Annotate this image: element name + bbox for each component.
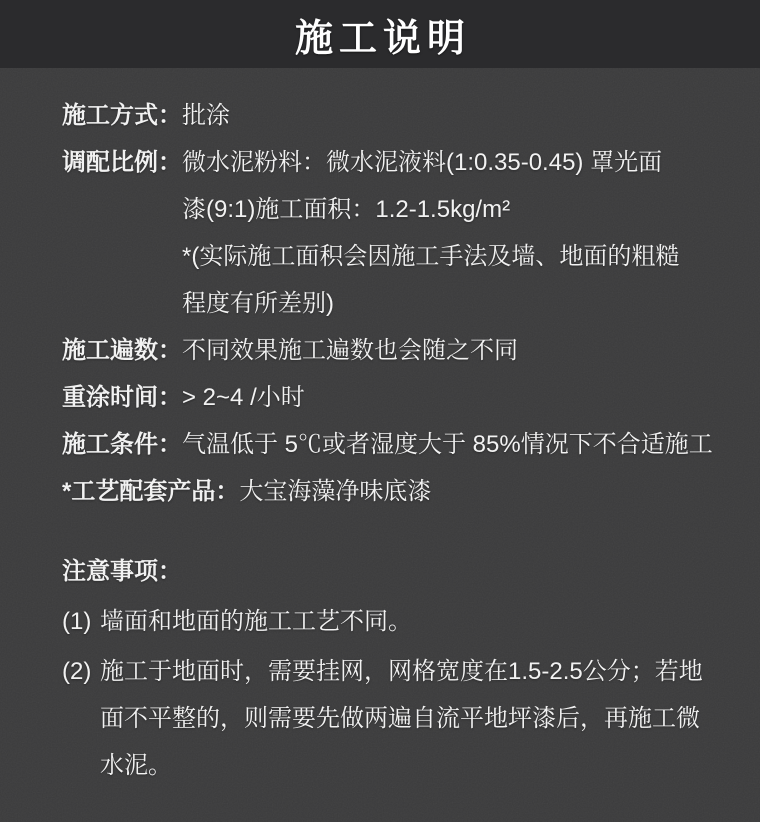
spec-row-conditions	[62, 421, 732, 468]
spec-row-coats	[62, 327, 732, 374]
note-item-2	[62, 648, 732, 789]
spec-row-ratio	[62, 139, 732, 327]
spec-value: 微水泥粉料：微水泥液料(1:0.35-0.45) 罩光面	[182, 149, 663, 176]
spec-label: *工艺配套产品：	[62, 478, 240, 505]
note-number: (2)	[62, 658, 92, 685]
spec-line	[62, 92, 732, 139]
spec-value: 气温低于 5℃或者湿度大于 85%情况下不合适施工	[182, 431, 713, 458]
spec-value: 大宝海藻净味底漆	[239, 478, 432, 505]
note-text-continuation: 面不平整的，则需要先做两遍自流平地坪漆后，再施工微	[100, 705, 700, 732]
spec-value-continuation: 漆(9:1)施工面积：1.2-1.5kg/m²	[182, 196, 511, 223]
note-line	[62, 648, 732, 695]
spec-value: > 2~4 /小时	[182, 384, 305, 411]
note-line	[62, 598, 732, 645]
note-text: 施工于地面时，需要挂网，网格宽度在1.5-2.5公分；若地	[100, 658, 703, 685]
spec-row-method	[62, 92, 732, 139]
spec-value: 批涂	[182, 102, 230, 129]
spec-line	[62, 468, 732, 515]
spec-line	[62, 374, 732, 421]
content	[0, 68, 760, 789]
note-text-continuation: 水泥。	[100, 752, 172, 779]
spec-value: 不同效果施工遍数也会随之不同	[182, 337, 518, 364]
spec-row-companion-product	[62, 468, 732, 515]
notes-section	[62, 548, 732, 789]
note-text: 墙面和地面的施工工艺不同。	[100, 608, 412, 635]
spec-value-continuation: 程度有所差别)	[182, 290, 334, 317]
spec-label: 调配比例：	[62, 149, 182, 176]
spec-value-continuation: *(实际施工面积会因施工手法及墙、地面的粗糙	[182, 243, 680, 270]
page-title: 施工说明	[294, 17, 471, 60]
spec-line	[62, 327, 732, 374]
spec-label: 重涂时间：	[62, 384, 182, 411]
spec-label: 施工遍数：	[62, 337, 182, 364]
spec-line	[62, 421, 732, 468]
spec-label: 施工条件：	[62, 431, 182, 458]
note-item-1	[62, 598, 732, 645]
spec-row-recoat-time	[62, 374, 732, 421]
notes-title: 注意事项：	[62, 558, 182, 585]
note-number: (1)	[62, 608, 92, 635]
spec-line	[62, 139, 732, 186]
spec-label: 施工方式：	[62, 102, 182, 129]
title-bar	[0, 0, 760, 68]
